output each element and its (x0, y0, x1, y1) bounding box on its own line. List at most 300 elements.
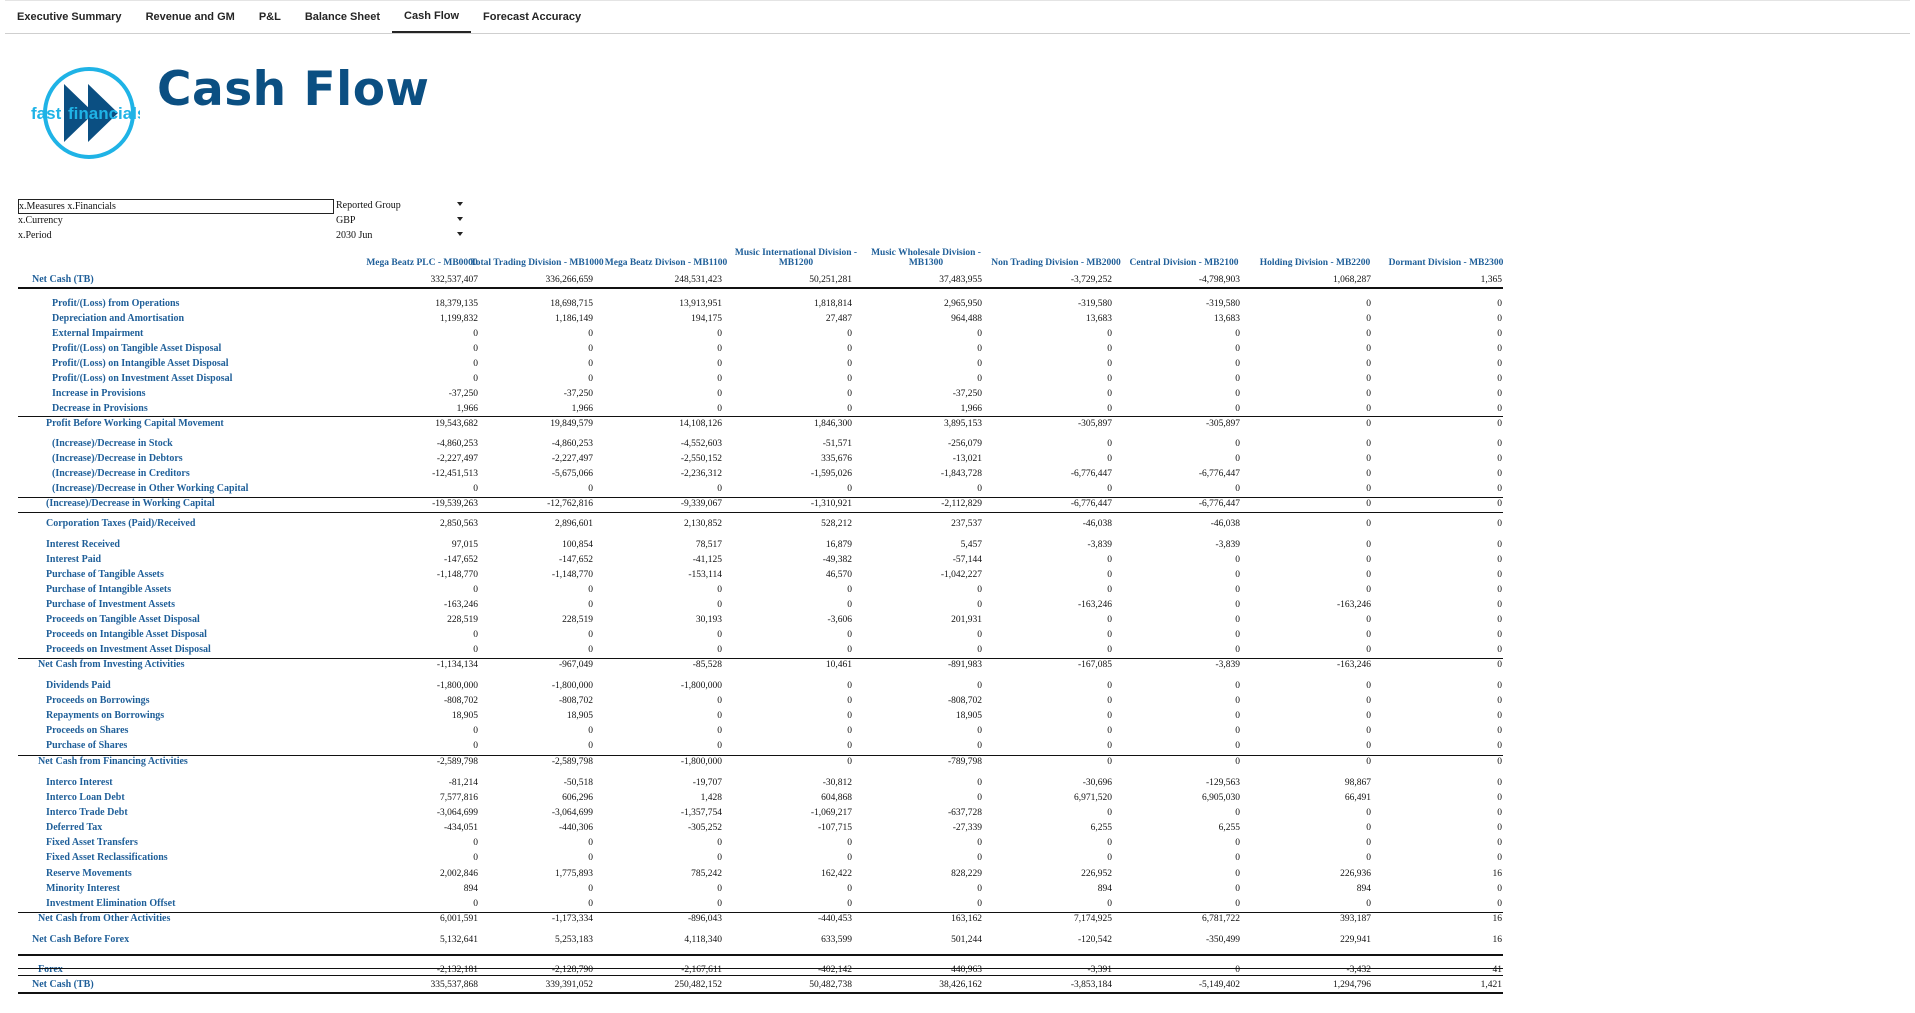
table-cell: 828,229 (951, 869, 982, 879)
table-cell: 0 (717, 838, 722, 848)
table-cell: 0 (1107, 404, 1112, 414)
table-cell: 1,846,300 (814, 419, 852, 429)
table-cell: 0 (1497, 389, 1502, 399)
table-cell: 16 (1492, 935, 1502, 945)
table-cell: 0 (1366, 726, 1371, 736)
table-cell: 0 (1366, 853, 1371, 863)
table-cell: 0 (1107, 853, 1112, 863)
row-label[interactable]: (Increase)/Decrease in Working Capital (46, 498, 215, 509)
table-cell: 66,491 (1344, 793, 1371, 803)
table-cell: 0 (473, 838, 478, 848)
table-cell: 0 (1107, 808, 1112, 818)
table-cell: 0 (1235, 711, 1240, 721)
table-cell: 0 (717, 696, 722, 706)
column-header[interactable]: Total Trading Division - MB1000 (470, 258, 604, 268)
table-cell: 894 (1097, 884, 1112, 894)
table-cell: -2,236,312 (680, 469, 722, 479)
table-cell: 6,255 (1090, 823, 1112, 833)
row-label[interactable]: Forex (38, 964, 63, 975)
table-cell: 0 (588, 484, 593, 494)
table-cell: 1,199,832 (440, 314, 478, 324)
table-cell: 0 (977, 899, 982, 909)
table-cell: -5,675,066 (551, 469, 593, 479)
table-cell: 0 (1497, 853, 1502, 863)
row-label[interactable]: Depreciation and Amortisation (52, 313, 185, 324)
table-cell: -350,499 (1205, 935, 1240, 945)
table-row (18, 627, 1503, 642)
table-row (18, 311, 1503, 326)
table-cell: 0 (1366, 645, 1371, 655)
row-label[interactable]: Deferred Tax (46, 822, 103, 833)
row-label[interactable]: Dividends Paid (46, 680, 111, 691)
table-cell: 97,015 (451, 540, 478, 550)
table-cell: 7,174,925 (1074, 914, 1112, 924)
table-cell: 3,895,153 (944, 419, 982, 429)
tab-cash-flow[interactable]: Cash Flow (392, 1, 471, 33)
table-cell: 41 (1492, 965, 1502, 975)
table-cell: 501,244 (951, 935, 982, 945)
table-cell: 0 (1497, 570, 1502, 580)
table-cell: 0 (977, 726, 982, 736)
chevron-down-icon[interactable] (457, 202, 463, 206)
row-label[interactable]: (Increase)/Decrease in Other Working Capital (52, 483, 249, 494)
column-header[interactable]: Music International Division - MB1200 (734, 248, 858, 268)
table-cell: 226,936 (1340, 869, 1371, 879)
row-label[interactable]: Proceeds on Shares (46, 725, 129, 736)
table-row (18, 582, 1503, 597)
table-cell: 0 (1497, 404, 1502, 414)
table-cell: 0 (977, 344, 982, 354)
row-label[interactable]: Minority Interest (46, 883, 120, 894)
table-row (18, 371, 1503, 386)
table-cell: 0 (1107, 615, 1112, 625)
table-cell: 0 (977, 838, 982, 848)
slicer-period[interactable] (18, 229, 465, 243)
table-cell: 78,517 (695, 540, 722, 550)
table-cell: 1,966 (456, 404, 478, 414)
table-cell: -4,860,253 (551, 439, 593, 449)
table-cell: 0 (588, 630, 593, 640)
table-cell: 0 (977, 600, 982, 610)
row-label[interactable]: (Increase)/Decrease in Debtors (52, 453, 183, 464)
table-cell: 0 (588, 853, 593, 863)
table-cell: -434,051 (443, 823, 478, 833)
table-cell: 0 (1366, 585, 1371, 595)
table-cell: -5,149,402 (1198, 980, 1240, 990)
table-cell: 0 (1366, 299, 1371, 309)
table-cell: 894 (463, 884, 478, 894)
table-cell: -163,246 (443, 600, 478, 610)
row-label[interactable]: Proceeds on Intangible Asset Disposal (46, 629, 207, 640)
table-cell: 0 (847, 484, 852, 494)
table-cell: 0 (1497, 808, 1502, 818)
table-cell: -85,528 (692, 660, 722, 670)
table-cell: -2,227,497 (436, 454, 478, 464)
table-cell: 0 (1497, 540, 1502, 550)
slicer-value[interactable]: 2030 Jun (336, 230, 373, 241)
table-cell: 0 (717, 853, 722, 863)
table-cell: 0 (1366, 570, 1371, 580)
table-cell: 0 (1107, 838, 1112, 848)
row-label[interactable]: Profit/(Loss) from Operations (52, 298, 180, 309)
table-row (18, 451, 1503, 466)
table-row (18, 977, 1503, 992)
table-cell: 0 (1107, 645, 1112, 655)
row-label[interactable]: Investment Elimination Offset (46, 898, 176, 909)
table-cell: 0 (847, 899, 852, 909)
tab-revenue-and-gm[interactable]: Revenue and GM (145, 11, 235, 23)
column-header[interactable]: Central Division - MB2100 (1129, 258, 1239, 268)
table-cell: 13,683 (1213, 314, 1240, 324)
row-label[interactable]: Proceeds on Tangible Asset Disposal (46, 614, 200, 625)
row-label[interactable]: Corporation Taxes (Paid)/Received (46, 518, 196, 529)
table-cell: 0 (473, 741, 478, 751)
table-cell: 0 (1366, 615, 1371, 625)
row-label[interactable]: Net Cash from Financing Activities (38, 756, 188, 767)
row-divider (18, 968, 1503, 969)
table-cell: 0 (1235, 439, 1240, 449)
slicer-value[interactable]: GBP (336, 215, 356, 226)
table-cell: 0 (847, 853, 852, 863)
table-cell: 0 (1366, 899, 1371, 909)
table-cell: -13,021 (952, 454, 982, 464)
table-cell: 0 (717, 899, 722, 909)
table-row (18, 790, 1503, 805)
table-cell: 228,519 (447, 615, 478, 625)
table-cell: 0 (473, 359, 478, 369)
row-label[interactable]: Interco Loan Debt (46, 792, 125, 803)
table-cell: 0 (1366, 484, 1371, 494)
slicer-currency[interactable] (18, 214, 465, 228)
column-header[interactable]: Non Trading Division - MB2000 (991, 258, 1121, 268)
table-cell: -30,696 (1082, 778, 1112, 788)
table-cell: -2,128,790 (551, 965, 593, 975)
table-cell: 785,242 (691, 869, 722, 879)
table-cell: 2,896,601 (555, 519, 593, 529)
table-cell: 0 (473, 853, 478, 863)
table-cell: -57,144 (952, 555, 982, 565)
table-cell: 0 (1235, 570, 1240, 580)
row-label[interactable]: Net Cash Before Forex (32, 934, 130, 945)
chevron-down-icon[interactable] (457, 232, 463, 236)
table-cell: -440,453 (817, 914, 852, 924)
table-cell: 0 (1107, 329, 1112, 339)
table-cell: 0 (717, 585, 722, 595)
column-header[interactable]: Music Wholesale Division - MB1300 (871, 248, 981, 268)
table-row (18, 401, 1503, 416)
table-cell: 0 (1107, 570, 1112, 580)
table-row (18, 552, 1503, 567)
table-cell: -12,762,816 (547, 499, 593, 509)
column-header[interactable]: Mega Beatz Divison - MB1100 (604, 258, 728, 268)
table-cell: 335,537,868 (430, 980, 478, 990)
table-cell: 0 (1497, 726, 1502, 736)
table-cell: 1,068,287 (1333, 275, 1371, 285)
table-cell: 0 (717, 884, 722, 894)
table-cell: 339,391,052 (545, 980, 593, 990)
table-cell: 2,965,950 (944, 299, 982, 309)
table-row (18, 642, 1503, 657)
table-cell: 0 (588, 838, 593, 848)
table-cell: 0 (977, 778, 982, 788)
table-cell: 0 (1366, 519, 1371, 529)
row-label[interactable]: Profit Before Working Capital Movement (46, 418, 224, 429)
table-cell: 2,130,852 (684, 519, 722, 529)
table-cell: 0 (1107, 711, 1112, 721)
table-cell: 0 (1497, 630, 1502, 640)
table-cell: 1,966 (571, 404, 593, 414)
table-cell: 0 (1497, 838, 1502, 848)
table-cell: -2,589,798 (551, 757, 593, 767)
row-label[interactable]: Profit/(Loss) on Investment Asset Disposal (52, 373, 233, 384)
table-cell: 0 (588, 359, 593, 369)
row-divider (18, 912, 1503, 913)
table-cell: -46,038 (1082, 519, 1112, 529)
table-row (18, 296, 1503, 311)
table-cell: 0 (977, 645, 982, 655)
table-cell: 18,698,715 (550, 299, 593, 309)
table-cell: 19,849,579 (550, 419, 593, 429)
table-cell: -37,250 (563, 389, 593, 399)
table-cell: -1,042,227 (940, 570, 982, 580)
row-label[interactable]: Fixed Asset Reclassifications (46, 852, 168, 863)
table-cell: -120,542 (1077, 935, 1112, 945)
table-cell: 0 (1366, 389, 1371, 399)
column-header[interactable]: Mega Beatz PLC - MB0000 (366, 258, 478, 268)
table-cell: 0 (1497, 484, 1502, 494)
table-cell: 0 (1235, 585, 1240, 595)
table-cell: 0 (1107, 696, 1112, 706)
table-cell: -153,114 (688, 570, 722, 580)
table-row (18, 537, 1503, 552)
table-row (18, 820, 1503, 835)
table-cell: 13,913,951 (679, 299, 722, 309)
table-cell: 0 (977, 585, 982, 595)
slicer-value[interactable]: Reported Group (336, 200, 401, 211)
row-label[interactable]: (Increase)/Decrease in Stock (52, 438, 173, 449)
table-cell: 201,931 (951, 615, 982, 625)
row-label[interactable]: Purchase of Shares (46, 740, 128, 751)
table-cell: 0 (1235, 681, 1240, 691)
table-cell: 0 (1235, 454, 1240, 464)
column-header[interactable]: Dormant Division - MB2300 (1388, 258, 1504, 268)
table-cell: 0 (847, 630, 852, 640)
table-cell: 0 (1366, 329, 1371, 339)
table-cell: 0 (1366, 314, 1371, 324)
column-header[interactable]: Holding Division - MB2200 (1259, 258, 1371, 268)
table-cell: 50,251,281 (809, 275, 852, 285)
row-label[interactable]: Interco Interest (46, 777, 113, 788)
table-cell: 2,002,846 (440, 869, 478, 879)
table-cell: 0 (1497, 741, 1502, 751)
row-label[interactable]: Net Cash from Investing Activities (38, 659, 185, 670)
table-row (18, 272, 1503, 287)
table-cell: 0 (1497, 884, 1502, 894)
row-label[interactable]: External Impairment (52, 328, 144, 339)
table-row (18, 866, 1503, 881)
tab-p-l[interactable]: P&L (258, 11, 281, 23)
table-cell: 0 (473, 726, 478, 736)
row-label[interactable]: Net Cash (TB) (32, 979, 94, 990)
table-cell: 0 (1497, 439, 1502, 449)
table-cell: 0 (1366, 757, 1371, 767)
table-cell: 0 (977, 359, 982, 369)
table-cell: -1,148,770 (436, 570, 478, 580)
table-cell: -81,214 (448, 778, 478, 788)
table-row (18, 723, 1503, 738)
table-cell: 30,193 (695, 615, 722, 625)
table-cell: -967,049 (558, 660, 593, 670)
row-label[interactable]: Reserve Movements (46, 868, 132, 879)
table-cell: 0 (588, 741, 593, 751)
row-label[interactable]: (Increase)/Decrease in Creditors (52, 468, 190, 479)
table-cell: 0 (717, 630, 722, 640)
row-label[interactable]: Interco Trade Debt (46, 807, 128, 818)
table-cell: -147,652 (443, 555, 478, 565)
table-row (18, 805, 1503, 820)
chevron-down-icon[interactable] (457, 217, 463, 221)
table-cell: 0 (1497, 600, 1502, 610)
table-cell: 14,108,126 (679, 419, 722, 429)
table-cell: 0 (1497, 711, 1502, 721)
table-cell: 0 (1497, 329, 1502, 339)
table-cell: 6,781,722 (1202, 914, 1240, 924)
table-cell: -12,451,513 (432, 469, 478, 479)
tab-executive-summary[interactable]: Executive Summary (17, 11, 122, 23)
table-cell: 528,212 (821, 519, 852, 529)
table-cell: 0 (1366, 499, 1371, 509)
table-cell: -30,812 (822, 778, 852, 788)
table-row (18, 835, 1503, 850)
table-cell: 0 (1497, 344, 1502, 354)
table-cell: -147,652 (558, 555, 593, 565)
table-cell: 0 (1366, 419, 1371, 429)
table-cell: 0 (1497, 899, 1502, 909)
table-cell: 0 (1497, 823, 1502, 833)
table-cell: 0 (1366, 823, 1371, 833)
row-label[interactable]: Interest Received (46, 539, 120, 550)
table-cell: 18,905 (566, 711, 593, 721)
table-cell: 0 (977, 884, 982, 894)
table-cell: 0 (977, 374, 982, 384)
table-cell: 4,118,340 (684, 935, 722, 945)
tab-balance-sheet[interactable]: Balance Sheet (304, 11, 381, 23)
table-cell: 0 (977, 630, 982, 640)
table-cell: -163,246 (1336, 660, 1371, 670)
row-label[interactable]: Profit/(Loss) on Intangible Asset Disposal (52, 358, 229, 369)
row-label[interactable]: Repayments on Borrowings (46, 710, 165, 721)
table-cell: 633,599 (821, 935, 852, 945)
page-title: Cash Flow (157, 62, 430, 117)
table-cell: 0 (1235, 741, 1240, 751)
table-row (18, 693, 1503, 708)
table-cell: 0 (847, 374, 852, 384)
table-cell: 18,905 (955, 711, 982, 721)
table-cell: -1,800,000 (436, 681, 478, 691)
table-cell: 606,296 (562, 793, 593, 803)
table-cell: 1,775,893 (555, 869, 593, 879)
table-cell: 27,487 (825, 314, 852, 324)
table-cell: -319,580 (1077, 299, 1112, 309)
table-cell: 0 (1107, 555, 1112, 565)
table-row (18, 775, 1503, 790)
table-cell: -163,246 (1336, 600, 1371, 610)
table-cell: -3,853,184 (1070, 980, 1112, 990)
table-cell: 13,683 (1085, 314, 1112, 324)
row-label[interactable]: Purchase of Intangible Assets (46, 584, 172, 595)
table-cell: 0 (977, 853, 982, 863)
table-cell: 0 (1497, 419, 1502, 429)
table-cell: 440,963 (951, 965, 982, 975)
table-cell: -637,728 (947, 808, 982, 818)
table-cell: 0 (1107, 344, 1112, 354)
table-cell: 0 (1107, 630, 1112, 640)
table-cell: -107,715 (817, 823, 852, 833)
table-cell: 0 (1235, 615, 1240, 625)
table-cell: 964,488 (951, 314, 982, 324)
row-label[interactable]: Increase in Provisions (52, 388, 146, 399)
table-cell: 0 (1107, 439, 1112, 449)
table-cell: 18,379,135 (435, 299, 478, 309)
slicer-measures[interactable] (18, 199, 465, 213)
table-cell: 1,294,796 (1333, 980, 1371, 990)
table-cell: 37,483,955 (939, 275, 982, 285)
table-cell: 16 (1492, 914, 1502, 924)
row-label[interactable]: Purchase of Tangible Assets (46, 569, 164, 580)
row-label[interactable]: Purchase of Investment Assets (46, 599, 175, 610)
table-cell: 0 (1235, 404, 1240, 414)
table-cell: -2,589,798 (436, 757, 478, 767)
table-row (18, 896, 1503, 911)
tab-forecast-accuracy[interactable]: Forecast Accuracy (483, 11, 582, 23)
table-cell: -305,897 (1077, 419, 1112, 429)
table-cell: 0 (1366, 630, 1371, 640)
table-cell: -46,038 (1210, 519, 1240, 529)
row-label[interactable]: Interest Paid (46, 554, 102, 565)
row-divider (18, 755, 1503, 756)
row-label[interactable]: Proceeds on Borrowings (46, 695, 150, 706)
table-cell: 0 (1497, 645, 1502, 655)
table-cell: 0 (1235, 965, 1240, 975)
table-cell: 0 (1497, 681, 1502, 691)
row-label[interactable]: Decrease in Provisions (52, 403, 148, 414)
row-label[interactable]: Proceeds on Investment Asset Disposal (46, 644, 211, 655)
table-cell: -305,897 (1205, 419, 1240, 429)
table-cell: 0 (847, 741, 852, 751)
table-cell: 6,255 (1218, 823, 1240, 833)
row-label[interactable]: Profit/(Loss) on Tangible Asset Disposal (52, 343, 222, 354)
table-cell: 0 (1497, 778, 1502, 788)
table-cell: -3,391 (1087, 965, 1112, 975)
row-label[interactable]: Net Cash from Other Activities (38, 913, 171, 924)
table-cell: 0 (1107, 359, 1112, 369)
row-label[interactable]: Net Cash (TB) (32, 274, 94, 285)
table-cell: 0 (847, 757, 852, 767)
table-cell: 0 (588, 344, 593, 354)
row-label[interactable]: Fixed Asset Transfers (46, 837, 138, 848)
table-cell: -163,246 (1077, 600, 1112, 610)
table-cell: -808,702 (558, 696, 593, 706)
table-cell: 0 (1235, 359, 1240, 369)
table-row (18, 597, 1503, 612)
table-cell: -1,357,754 (680, 808, 722, 818)
table-cell: -2,550,152 (680, 454, 722, 464)
table-cell: 6,905,030 (1202, 793, 1240, 803)
table-cell: 0 (717, 711, 722, 721)
table-cell: -2,132,181 (436, 965, 478, 975)
table-cell: 1,421 (1480, 980, 1502, 990)
table-cell: 0 (1366, 374, 1371, 384)
